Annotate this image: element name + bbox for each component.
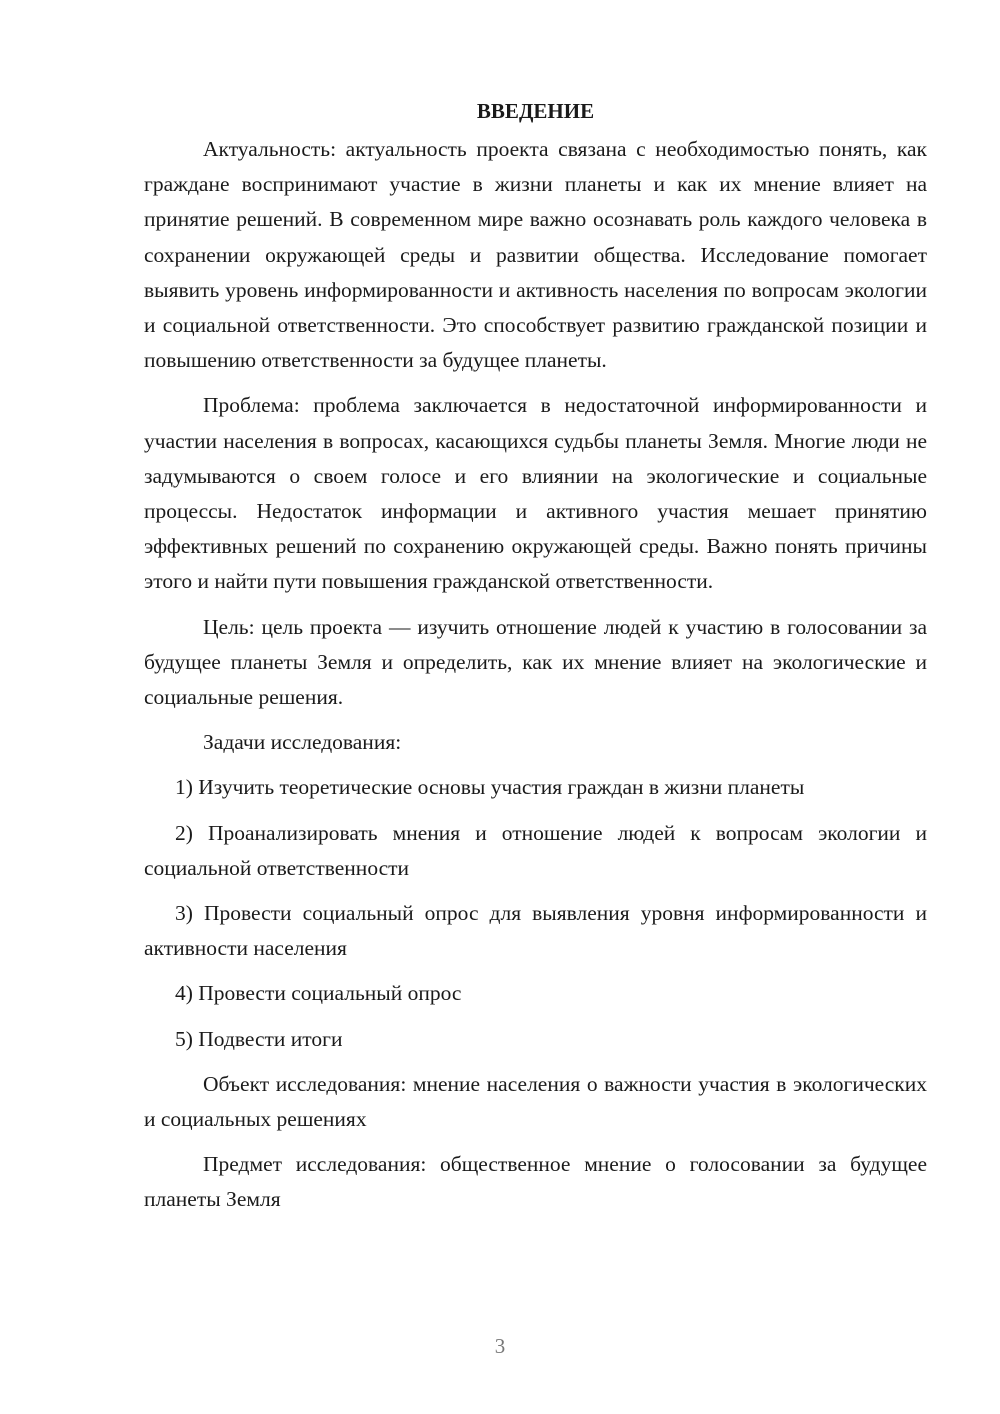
goal-paragraph: Цель: цель проекта — изучить отношение людей к участию в голосовании за будущее планеты Земля и определить, как их мнение влияет на экологические и социальные решения. xyxy=(144,614,927,710)
tasks-heading: Задачи исследования: xyxy=(203,730,402,755)
section-heading: ВВЕДЕНИЕ xyxy=(476,99,595,123)
task-item-1: 1) Изучить теоретические основы участия граждан в жизни планеты xyxy=(175,775,805,800)
task-item-3: 3) Провести социальный опрос для выявления уровня информированности и активности населения xyxy=(144,901,927,961)
problem-paragraph: Проблема: проблема заключается в недостаточной информированности и участии населения в вопросах, касающихся судьбы планеты Земля. Многие люди не задумываются о своем голосе и его влиянии на экологические и социальные процессы. Недостаток информации и активного участия мешает принятию эффективных решений по сохранению окружающей среды. Важно понять причины этого и найти пути повышения гражданской ответственности. xyxy=(144,393,927,594)
research-subject-paragraph: Предмет исследования: общественное мнение о голосовании за будущее планеты Земля xyxy=(144,1152,927,1212)
task-item-2: 2) Проанализировать мнения и отношение людей к вопросам экологии и социальной ответственности xyxy=(144,820,927,880)
page-number: 3 xyxy=(494,1334,506,1358)
relevance-paragraph: Актуальность: актуальность проекта связана с необходимостью понять, как граждане воспринимают участие в жизни планеты и как их мнение влияет на принятие решений. В современном мире важно осознавать роль каждого человека в сохранении окружающей среды и развитии общества. Исследование помогает выявить уровень информированности и активность населения по вопросам экологии и социальной ответственности. Это способствует развитию гражданской позиции и повышению ответственности за будущее планеты. xyxy=(144,137,927,373)
research-object-paragraph: Объект исследования: мнение населения о важности участия в экологических и социальных решениях xyxy=(144,1071,927,1132)
task-item-4: 4) Провести социальный опрос xyxy=(175,981,462,1006)
document-page xyxy=(144,96,927,1228)
task-item-5: 5) Подвести итоги xyxy=(175,1026,343,1051)
